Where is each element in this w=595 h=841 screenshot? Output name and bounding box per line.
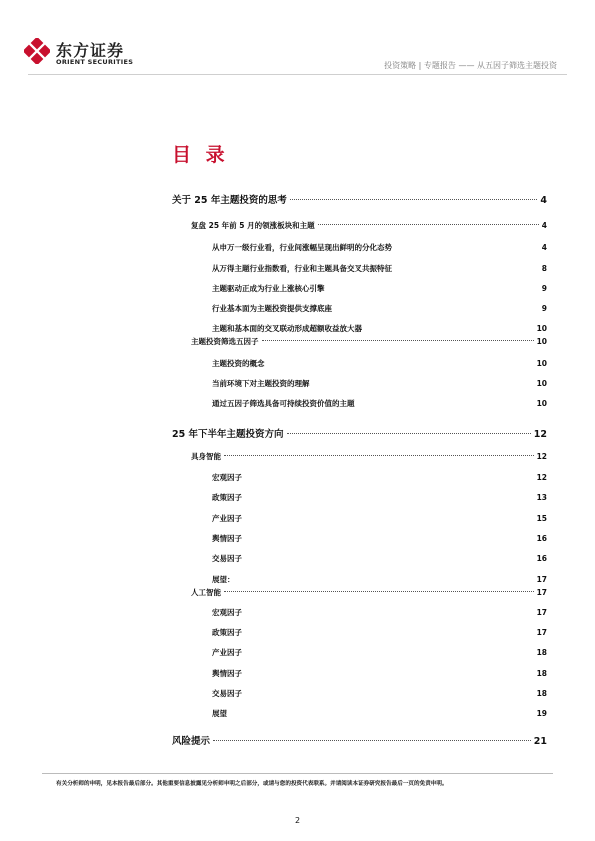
toc-entry-label: 关于 25 年主题投资的思考 [172,195,287,206]
toc-entry-label: 具身智能 [191,452,221,461]
toc-entry-label: 通过五因子筛选具备可持续投资价值的主题 [212,399,355,408]
toc-entry-page: 18 [536,689,547,698]
toc-entry[interactable] [212,708,547,719]
leader-dots [224,455,534,456]
leader-dots [262,340,534,341]
leader-dots [290,199,538,200]
toc-entry[interactable] [212,378,547,389]
toc-entry-label: 从申万一级行业看，行业间涨幅呈现出鲜明的分化态势 [212,243,392,252]
toc-entry-page: 10 [536,337,547,346]
toc-entry-page: 21 [533,736,547,747]
toc-entry-page: 16 [536,534,547,543]
toc-entry-label: 舆情因子 [212,534,242,543]
toc-entry[interactable] [212,627,547,638]
toc-entry-page: 4 [540,195,547,206]
toc-entry-page: 10 [536,379,547,388]
toc-entry[interactable] [212,668,547,679]
toc-entry[interactable] [212,492,547,503]
toc-title: 目 录 [172,144,229,166]
toc-entry-page: 17 [536,575,547,584]
toc-entry[interactable] [212,323,547,334]
toc-entry-label: 交易因子 [212,689,242,698]
toc-entry-label: 宏观因子 [212,608,242,617]
toc-entry-label: 风险提示 [172,736,211,747]
toc-entry-page: 12 [536,452,547,461]
toc-entry[interactable] [212,358,547,369]
toc-entry-label: 主题投资筛选五因子 [191,337,259,346]
toc-entry-label: 主题和基本面的交叉联动形成超额收益放大器 [212,324,362,333]
toc-entry[interactable] [212,533,547,544]
toc-entry-page: 17 [536,628,547,637]
brand-name-cn: 东方证券 [56,41,125,60]
toc-entry-label: 从万得主题行业指数看，行业和主题具备交叉共振特征 [212,264,392,273]
toc-entry-page: 8 [541,264,547,273]
toc-entry-label: 交易因子 [212,554,242,563]
toc-entry[interactable] [172,192,547,206]
toc-entry[interactable] [191,451,547,462]
toc-entry-label: 主题投资的概念 [212,359,265,368]
leader-dots [213,740,531,741]
toc-entry-page: 9 [541,304,547,313]
toc-entry[interactable] [212,647,547,658]
toc-entry-page: 12 [536,473,547,482]
toc-entry-label: 宏观因子 [212,473,242,482]
toc-entry[interactable] [212,283,547,294]
toc-entry-label: 产业因子 [212,648,242,657]
toc-entry[interactable] [191,220,547,231]
toc-entry-page: 15 [536,514,547,523]
toc-entry-page: 12 [533,429,547,440]
toc-entry[interactable] [191,587,547,598]
toc-entry-label: 当前环境下对主题投资的理解 [212,379,310,388]
toc-entry-label: 舆情因子 [212,669,242,678]
toc-entry-label: 展望： [212,575,235,584]
toc-entry[interactable] [212,303,547,314]
toc-entry-page: 9 [541,284,547,293]
toc-entry-label: 政策因子 [212,628,242,637]
toc-entry[interactable] [172,733,547,747]
toc-entry[interactable] [212,242,547,253]
toc-entry-label: 政策因子 [212,493,242,502]
toc-entry-page: 4 [541,243,547,252]
toc-entry-page: 10 [536,399,547,408]
toc-entry[interactable] [212,472,547,483]
footer-disclaimer: 有关分析师的申明，见本报告最后部分。其他重要信息披露见分析师申明之后部分，或请与您的投资代表联系。并请阅读本证券研究报告最后一页的免责申明。 [56,781,448,787]
header-divider [28,74,567,75]
toc-entry-page: 18 [536,669,547,678]
toc-entry-label: 展望 [212,709,227,718]
toc-entry[interactable] [212,398,547,409]
toc-entry-page: 10 [536,324,547,333]
toc-entry-page: 16 [536,554,547,563]
toc-entry-page: 10 [536,359,547,368]
footer-divider [42,773,553,774]
toc-entry-label: 主题驱动正成为行业上涨核心引擎 [212,284,325,293]
toc-entry[interactable] [212,513,547,524]
toc-entry-label: 人工智能 [191,588,221,597]
toc-entry-label: 产业因子 [212,514,242,523]
orient-securities-logo-icon [24,38,50,64]
toc-entry[interactable] [212,263,547,274]
toc-entry[interactable] [212,688,547,699]
toc-entry[interactable] [212,607,547,618]
toc-entry-page: 4 [541,221,547,230]
toc-entry-label: 行业基本面为主题投资提供支撑底座 [212,304,332,313]
toc-entry-page: 17 [536,588,547,597]
leader-dots [224,591,534,592]
leader-dots [318,224,539,225]
toc-entry[interactable] [212,553,547,564]
toc-entry-page: 17 [536,608,547,617]
page-header [0,0,595,80]
toc-entry-label: 25 年下半年主题投资方向 [172,429,284,440]
toc-entry-label: 复盘 25 年前 5 月的领涨板块和主题 [191,221,315,230]
toc-entry[interactable] [191,336,547,347]
page-number: 2 [294,816,301,825]
toc-entry[interactable] [212,574,547,585]
toc-entry-page: 13 [536,493,547,502]
toc-entry-page: 18 [536,648,547,657]
brand-name-en: ORIENT SECURITIES [56,58,134,66]
leader-dots [287,433,531,434]
toc-entry[interactable] [172,426,547,440]
report-breadcrumb: 投资策略 | 专题报告 —— 从五因子筛选主题投资 [384,61,557,70]
toc-entry-page: 19 [536,709,547,718]
